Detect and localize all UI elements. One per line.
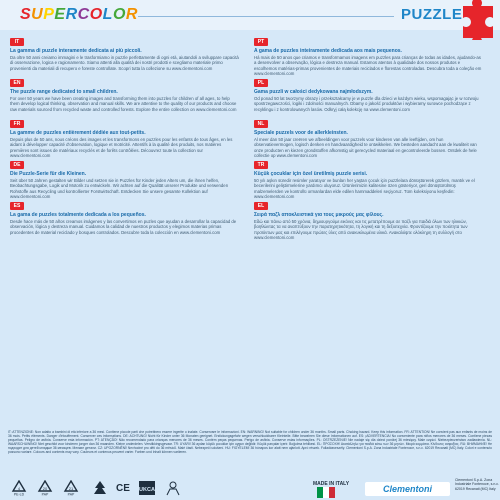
language-block-it (10, 38, 242, 78)
made-in-italy-label: MADE IN ITALY (313, 481, 350, 487)
language-block-de (10, 161, 242, 201)
language-code-badge: DE (10, 161, 24, 169)
language-title: Speciale puzzels voor de allerkleinsten. (254, 130, 348, 136)
ukca-mark-icon (136, 480, 158, 496)
language-body: For over 50 years we have been creating images and transforming them into puzzles for children of all ages, to help them develop logical thinking, observation and manual skills. We are attentive to the quality of our products and choose raw materials sourced from recycled waste and controlled forests. Explore the entire collection on www.clementoni.com (10, 96, 237, 112)
language-body: Al meer dan 50 jaar creëren we afbeeldingen voor puzzels voor kinderen van alle leeftijden, om hun observatievermogen, logisch denken en handvaardigheid te ontwikkelen. We besteden aandacht aan de kwaliteit van onze producten en kiezen grondstoffen afkomstig uit gerecycled materiaal en gecontroleerde bossen. Ontdek de hele collectie op www.clementoni.com (254, 137, 477, 158)
fsc-icon (90, 480, 110, 496)
ukca-label: UKCA (139, 487, 155, 493)
logo-letter: R (65, 6, 78, 23)
italy-flag-icon (317, 487, 335, 498)
language-title: Σειρά παζλ αποκλειστικά για τους μικρούς μας φίλους. (254, 212, 384, 218)
supercolor-logo (20, 6, 138, 24)
language-body: Desde hace más de 50 años creamos imágenes y las convertimos en puzles que ayudan a desarrollar la capacidad de observación, lógica y destreza manual. Cuidamos la calidad de nuestros productos y elegimos materias primas procedentes de material reciclado y bosques controlados. Descubre toda la colección en www.clementoni.com (10, 219, 237, 235)
language-code-badge: TR (254, 161, 268, 169)
language-block-tr (254, 161, 486, 201)
puzzle-piece-icon (455, 0, 499, 40)
language-title: The puzzle range dedicated to small children. (10, 89, 118, 95)
logo-letter: S (20, 6, 32, 23)
pap-recycling-icon (34, 480, 56, 496)
puzzle-title: PUZZLE (401, 6, 463, 23)
language-code-badge: NL (254, 120, 268, 128)
ce-mark-icon: CE (116, 482, 130, 494)
language-block-nl (254, 120, 486, 160)
logo-letter: O (89, 6, 103, 23)
language-body: Seit über 50 Jahren gestalten wir Bilder und setzen sie in Puzzles für Kinder jeden Alters um, die ihnen helfen, Beobachtungsgabe, Logik und Motorik zu entwickeln. Wir achten auf die Qualität unserer Produkte und verwenden Rohstoffe aus Recycling und kontrollierter Forstwirtschaft. Entdecken Sie unsere gesamte Kollektion auf www.clementoni.com (10, 178, 229, 199)
language-title: Die Puzzle-Serie für die Kleinen. (10, 171, 87, 177)
language-block-pl (254, 79, 486, 119)
logo-letter: O (112, 6, 126, 23)
language-code-badge: IT (10, 38, 24, 46)
logo-letter: R (125, 6, 138, 23)
language-block-el (254, 202, 486, 242)
language-body: Εδώ και πάνω από 50 χρόνια, δημιουργούμε εικόνες και τις μετατρέπουμε σε παζλ για παιδιά όλων των ηλικιών, βοηθώντας τα να αναπτύξουν την παρατηρητικότητα, τη λογική και τη δεξιοτεχνία. Φροντίζουμε την ποιότητα των προϊόντων μας και επιλέγουμε πρώτες ύλες από ανακυκλωμένα υλικά. Ανακαλύψτε ολόκληρη τη συλλογή στο www.clementoni.com (254, 219, 468, 240)
pe-ld-label: PE-LD (13, 492, 25, 496)
logo-letter: U (31, 6, 44, 23)
language-title: A gama de puzzles inteiramente dedicada aos mais pequenos. (254, 48, 402, 54)
language-body: 50 yılı aşkın süredir resimler yaratıyor ve bunları her yaştan çocuk için puzzlelara dönüştürerek gözlem, mantık ve el becerilerini geliştirmelerine yardımcı oluyoruz. Ürünlerimizin kalitesine özen gösteriyor, geri dönüştürülmüş malzemelerden ve kontrollü ormanlardan elde edilen hammaddeleri seçiyoruz. Tüm koleksiyonu keşfedin: www.clementoni.com (254, 178, 475, 199)
language-block-pt (254, 38, 486, 78)
language-code-badge: EN (10, 79, 24, 87)
language-block-en (10, 79, 242, 119)
language-code-badge: EL (254, 202, 268, 210)
recycling-symbol-icon (8, 480, 30, 496)
language-title: La gama de puzzles totalmente dedicada a los pequeños. (10, 212, 146, 218)
svg-text:4: 4 (17, 486, 21, 491)
language-body: Da oltre 50 anni creiamo immagini e le trasformiamo in puzzle perfettamente di ogni età, aiutandoli a sviluppare capacità di osservazione, logica e ragionamento. Siamo attenti alla qualità dei nostri prodotti e scegliamo materiale primo provenienti da materiali di recupero e foreste controllate. Scopri tutta la collezione su www.clementoni.com (10, 55, 239, 71)
header-divider (138, 16, 394, 17)
clementoni-logo: Clementoni (365, 482, 450, 496)
header-bar (0, 0, 500, 30)
language-title: La gamma di puzzle interamente dedicata ai più piccoli. (10, 48, 142, 54)
language-code-badge: ES (10, 202, 24, 210)
language-code-badge: PL (254, 79, 268, 87)
svg-text:20: 20 (42, 486, 48, 491)
logo-letter: P (43, 6, 55, 23)
svg-text:21: 21 (68, 486, 74, 491)
right-language-column (254, 38, 486, 243)
pap-21-icon (60, 480, 82, 496)
fine-print-text: IT: ATTENZIONE: Non adatto a bambini di età inferiore a 36 mesi. Contiene piccole parti che potrebbero essere ingerite o inalate. Conservare le informazioni. EN: WARNING! Not suitable for children under 36 months. Small parts. Choking hazard. Keep this information. FR: ATTENTION! Ne convient pas aux enfants de moins de 36 mois. Petits éléments. Danger d'étouffement. Conserver ces informations. DE: ACHTUNG! Nicht für Kinder unter 36 Monaten geeignet. Erstickungsgefahr wegen verschluckbarer Kleinteile. Bitte bewahren Sie diese Informationen auf. ES: ¡ADVERTENCIA! No conveniente para niños menores de 36 meses. Contiene piezas pequeñas. Peligro de asfixia. Conserve esta información. PT: ATENÇÃO! Não recomendado para crianças menores de 36 meses. Contém peças pequenas. Perigo de asfixia. Conserve estas informações. PL: OSTRZEŻENIE! Nie nadaje się dla dzieci poniżej 36 miesięcy. Małe części. Niebezpieczeństwo zadławienia. NL: WAARSCHUWING! Niet geschikt voor kinderen jonger dan 36 maanden. Kleine onderdelen. Verstikkingsgevaar. TR: UYARI! 36 aydan küçük çocuklar için uygun değildir. Küçük parçalar içerir. Boğulma tehlikesi. EL: ΠΡΟΣΟΧΗ! Ακατάλληλο για παιδιά κάτω των 36 μηνών. Μικρά κομμάτια. Κίνδυνος ασφυξίας. RU: ВНИМАНИЕ! Не подходит для детей младше 36 месяцев. Мелкие детали. CZ: UPOZORNĚNÍ! Nevhodné pro děti do 36 měsíců. Malé části. Nebezpečí udušení. HU: FIGYELEM! 36 hónapos kor alatt nem ajánlott. Apró részek. Fulladásveszély. Clementoni S.p.A. Zona Industriale Fontenoce, s.n.c. 62019 Recanati (MC) Italy. Colori e contenuto possono variare. Colours and contents may vary. Couleurs et contenus peuvent varier. Farben und Inhalt können variieren. (8, 430, 492, 455)
language-body: Od ponad 50 lat tworzymy obrazy i przekształcamy je w puzzle dla dzieci w każdym wieku, wspomagając je w rozwoju spostrzegawczości, logiki i zdolności manualnych. Dbamy o jakość produktów i wybieramy surowce pochodzące z recyklingu i z kontrolowanych lasów. Odkryj całą kolekcję na www.clementoni.com (254, 96, 479, 112)
language-body: Há mais de 50 anos que criamos e transformamos imagens em puzzles para crianças de todas as idades, ajudando-as a desenvolver a observação, lógica e destreza manual. Estamos atentos à qualidade dos nossos produtos e escolhemos matérias-primas provenientes de materiais reciclados e florestas controladas. Descubra toda a coleção em www.clementoni.com (254, 55, 482, 76)
certification-icons-row (8, 480, 248, 496)
fine-print-block (8, 430, 492, 479)
language-code-badge: PT (254, 38, 268, 46)
language-title: La gamme de puzzles entièrement dédiée aux tout-petits. (10, 130, 146, 136)
language-title: Küçük çocuklar için özel üretilmiş puzzle serisi. (254, 171, 368, 177)
language-body: Depuis plus de 50 ans, nous créons des images et les transformons en puzzles pour les enfants de tous âges, en les aidant à développer capacité d'observation, logique et motricité. Attentifs à la qualité des produits, nos matières premières sont issues de matériaux recyclés et de forêts contrôlées. Découvrez toute la collection sur www.clementoni.com (10, 137, 233, 158)
pap-21-label: PAP (67, 492, 75, 496)
triman-icon (162, 480, 184, 496)
language-block-es (10, 202, 242, 242)
logo-letter: E (54, 6, 66, 23)
company-address: Clementoni S.p.A. Zona Industriale Fontenoce, s.n.c. 62019 Recanati (MC) Italy (455, 478, 499, 491)
left-language-column (10, 38, 242, 243)
language-block-fr (10, 120, 242, 160)
language-title: Gama puzzli w całości dedykowana najmłodszym. (254, 89, 373, 95)
logo-letter: C (77, 6, 90, 23)
language-code-badge: FR (10, 120, 24, 128)
pap-label: PAP (41, 492, 49, 496)
logo-letter: L (102, 6, 113, 23)
